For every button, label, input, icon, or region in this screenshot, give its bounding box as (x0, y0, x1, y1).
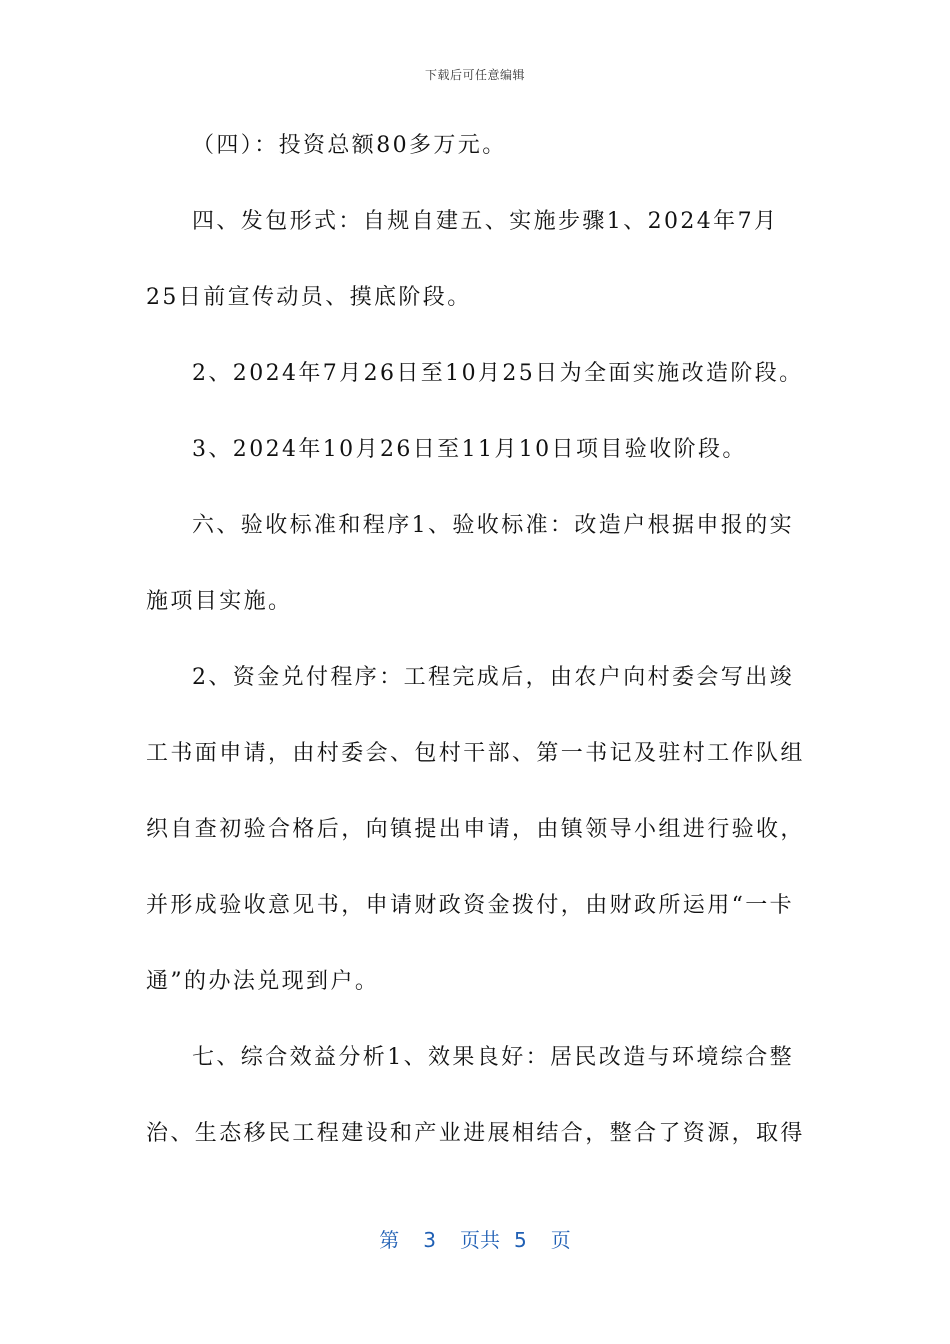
paragraph-implementation-stage: 2、2024年7月26日至10月25日为全面实施改造阶段。 (192, 361, 804, 386)
footer-middle: 页共 (460, 1228, 500, 1252)
footer-suffix: 页 (550, 1228, 571, 1252)
paragraph-fund-payment: 2、资金兑付程序：工程完成后，由农户向村委会写出竣工书面申请，由村委会、包村干部、第一书记及驻村工作队组织自查初验合格后，向镇提出申请，由镇领导小组进行验收，并形成验收意见书，申请财政资金拨付，由财政所运用“一卡通”的办法兑现到户。 (146, 665, 805, 994)
document-body (146, 108, 806, 1172)
paragraph-contract-form: 四、发包形式：自规自建五、实施步骤1、2024年7月25日前宣传动员、摸底阶段。 (146, 209, 779, 310)
paragraph-acceptance-standard: 六、验收标准和程序1、验收标准：改造户根据申报的实施项目实施。 (146, 513, 794, 614)
paragraph-benefit-analysis: 七、综合效益分析1、效果良好：居民改造与环境综合整治、生态移民工程建设和产业进展相结合，整合了资源，取得 (146, 1045, 805, 1146)
paragraph-investment-total: （四）：投资总额80多万元。 (192, 133, 507, 158)
footer-current-page: 3 (423, 1228, 436, 1252)
footer-prefix: 第 (379, 1228, 400, 1252)
page-footer (0, 1224, 950, 1253)
paragraph-acceptance-stage: 3、2024年10月26日至11月10日项目验收阶段。 (192, 437, 747, 462)
footer-total-pages: 5 (514, 1228, 527, 1252)
header-note: 下载后可任意编辑 (424, 68, 525, 82)
